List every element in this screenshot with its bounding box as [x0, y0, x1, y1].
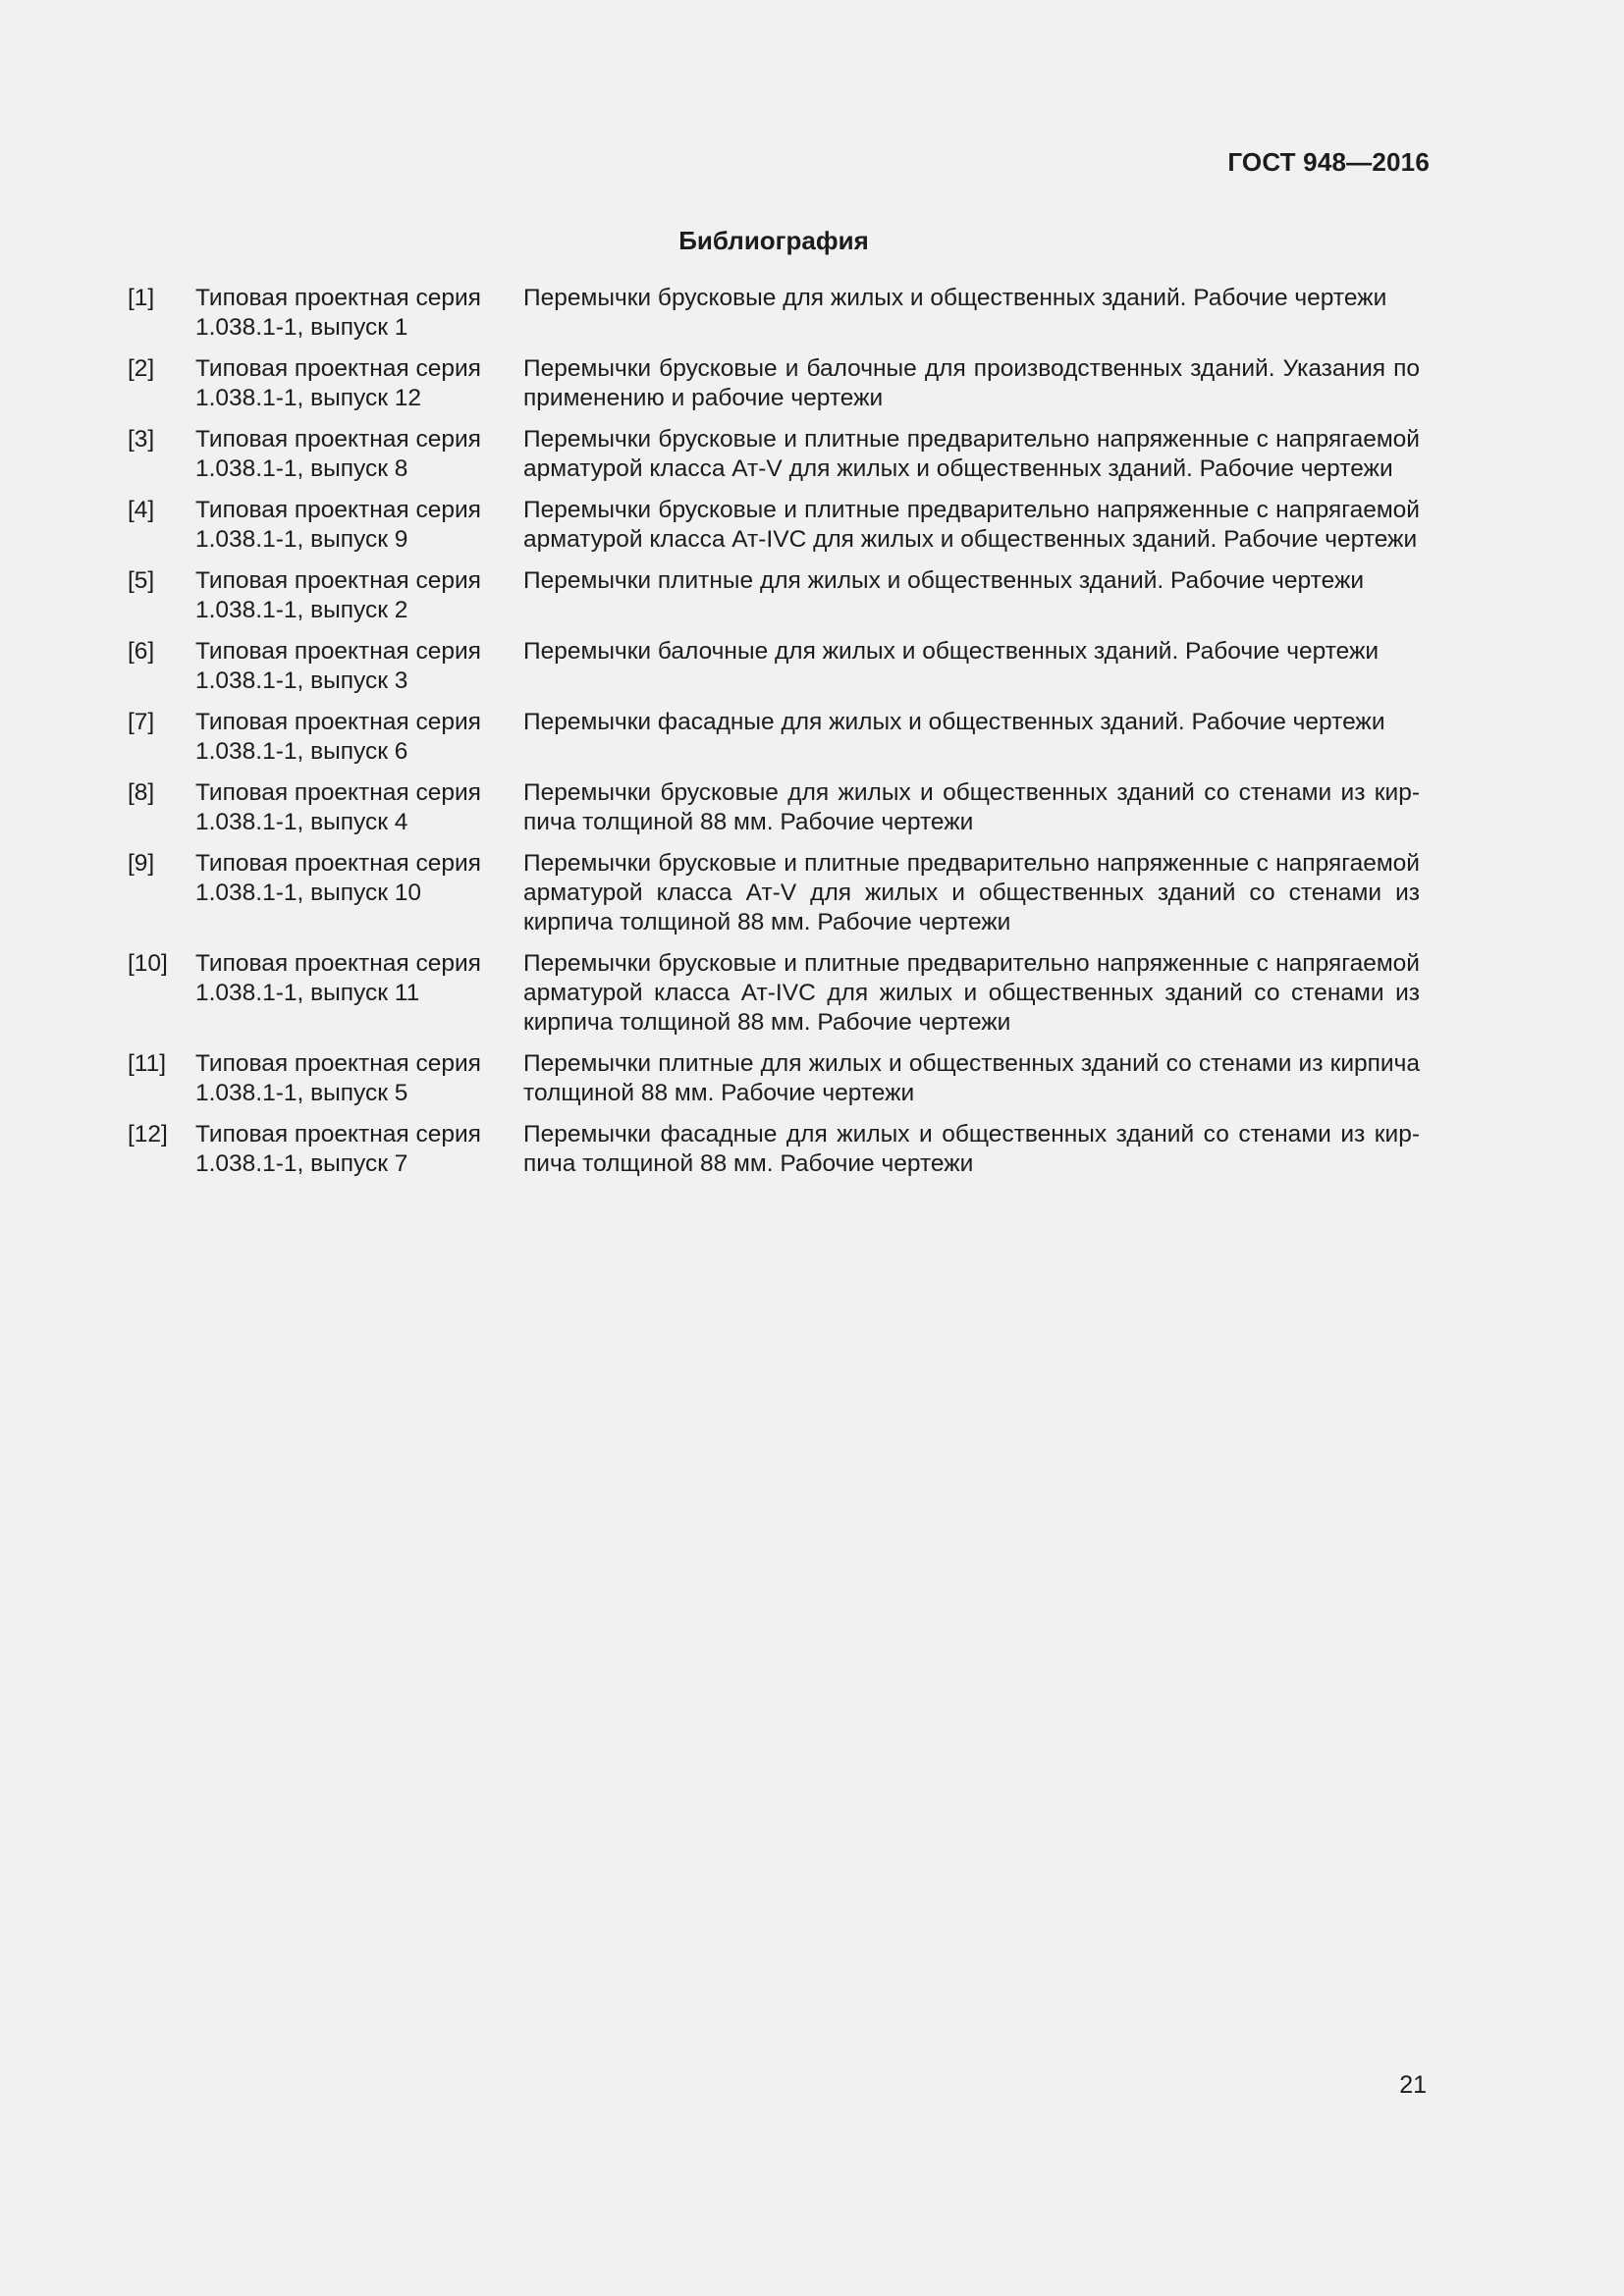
entry-series-line2: 1.038.1-1, выпуск 8	[195, 455, 408, 482]
entry-series-line2: 1.038.1-1, выпуск 9	[195, 526, 408, 553]
bibliography-entry-6	[128, 637, 1420, 696]
entry-description: Перемычки плитные для жилых и общественных зданий. Рабочие чертежи	[523, 567, 1365, 594]
entry-number: [7]	[128, 709, 155, 735]
entry-series-line2: 1.038.1-1, выпуск 7	[195, 1150, 408, 1177]
entry-number: [4]	[128, 497, 155, 523]
entry-number: [11]	[128, 1050, 167, 1077]
bibliography-entry-12	[128, 1120, 1420, 1179]
bibliography-entry-11	[128, 1049, 1420, 1108]
entry-description: Перемычки фасадные для жилых и общественных зданий. Рабочие чертежи	[523, 709, 1385, 735]
entry-series-line2: 1.038.1-1, выпуск 12	[195, 385, 422, 411]
entry-series-line2: 1.038.1-1, выпуск 10	[195, 880, 422, 906]
bibliography-entry-10	[128, 949, 1420, 1038]
entry-series-line1: Типовая проектная серия	[195, 950, 481, 977]
entry-number: [10]	[128, 950, 168, 977]
page-title: Библиография	[678, 226, 869, 255]
bibliography-entry-5	[128, 566, 1420, 625]
entry-series-line2: 1.038.1-1, выпуск 5	[195, 1080, 408, 1106]
entry-series-line2: 1.038.1-1, выпуск 1	[195, 314, 408, 341]
entry-description: Перемычки брусковые и балочные для производственных зданий. Указания по применению и рабочие чертежи	[523, 355, 1420, 411]
bibliography-entry-2	[128, 354, 1420, 413]
entry-series-line1: Типовая проектная серия	[195, 497, 481, 523]
entry-series-line2: 1.038.1-1, выпуск 2	[195, 597, 408, 623]
entry-number: [9]	[128, 850, 155, 877]
entry-series-line1: Типовая проектная серия	[195, 709, 481, 735]
bibliography-list	[128, 284, 1420, 1191]
entry-series	[195, 949, 523, 1008]
entry-series-line2: 1.038.1-1, выпуск 11	[195, 980, 420, 1006]
entry-description: Перемычки брусковые и плитные предварительно напряженные с напрягаемой арматурой класса Ат-V для жилых и общественных зданий. Рабочие чертежи	[523, 426, 1420, 482]
entry-series	[195, 849, 523, 908]
entry-series-line1: Типовая проектная серия	[195, 567, 481, 594]
entry-number: [6]	[128, 638, 155, 665]
bibliography-entry-1	[128, 284, 1420, 343]
entry-description: Перемычки брусковые и плитные предварительно напряженные с напрягаемой арматурой класса Ат-V для жилых и общественных зданий со стенами из кирпича толщиной 88 мм. Рабочие чертежи	[523, 850, 1420, 935]
entry-series	[195, 284, 523, 343]
entry-series-line1: Типовая проектная серия	[195, 1121, 481, 1148]
entry-number: [2]	[128, 355, 155, 382]
document-code: ГОСТ 948—2016	[1227, 147, 1430, 177]
entry-series-line1: Типовая проектная серия	[195, 285, 481, 311]
entry-series	[195, 566, 523, 625]
bibliography-entry-7	[128, 708, 1420, 767]
entry-description: Перемычки плитные для жилых и общественных зданий со стенами из кирпича толщиной 88 мм. Рабочие чертежи	[523, 1050, 1420, 1106]
entry-series-line2: 1.038.1-1, выпуск 6	[195, 738, 408, 765]
bibliography-entry-9	[128, 849, 1420, 937]
entry-number: [12]	[128, 1121, 168, 1148]
entry-series-line1: Типовая проектная серия	[195, 779, 481, 806]
entry-description: Перемычки брусковые и плитные предварительно напряженные с напрягаемой арматурой класса Ат-IVC для жилых и общественных зданий. Рабочие чертежи	[523, 497, 1420, 553]
entry-number: [5]	[128, 567, 155, 594]
bibliography-entry-8	[128, 778, 1420, 837]
entry-series	[195, 778, 523, 837]
entry-series	[195, 496, 523, 555]
entry-series	[195, 1120, 523, 1179]
entry-series-line1: Типовая проектная серия	[195, 355, 481, 382]
entry-series-line1: Типовая проектная серия	[195, 426, 481, 453]
entry-description: Перемычки брусковые для жилых и общественных зданий со стенами из кирпича толщиной 88 мм. Рабочие чертежи	[523, 779, 1420, 835]
bibliography-entry-3	[128, 425, 1420, 484]
entry-series	[195, 637, 523, 696]
page-number: 21	[1399, 2071, 1427, 2099]
entry-description: Перемычки брусковые для жилых и общественных зданий. Рабочие чертежи	[523, 285, 1387, 311]
entry-description: Перемычки брусковые и плитные предварительно напряженные с напрягаемой арматурой класса Ат-IVC для жилых и общественных зданий со стенами из кирпича толщиной 88 мм. Рабочие чертежи	[523, 950, 1420, 1036]
entry-series-line2: 1.038.1-1, выпуск 3	[195, 667, 408, 694]
entry-number: [1]	[128, 285, 155, 311]
entry-number: [3]	[128, 426, 155, 453]
entry-series	[195, 1049, 523, 1108]
entry-series	[195, 354, 523, 413]
entry-description: Перемычки фасадные для жилых и общественных зданий со стенами из кирпича толщиной 88 мм. Рабочие чертежи	[523, 1121, 1420, 1177]
entry-number: [8]	[128, 779, 155, 806]
entry-series-line1: Типовая проектная серия	[195, 850, 481, 877]
entry-series	[195, 425, 523, 484]
entry-series-line1: Типовая проектная серия	[195, 1050, 481, 1077]
entry-series	[195, 708, 523, 767]
entry-series-line2: 1.038.1-1, выпуск 4	[195, 809, 408, 835]
entry-series-line1: Типовая проектная серия	[195, 638, 481, 665]
bibliography-entry-4	[128, 496, 1420, 555]
entry-description: Перемычки балочные для жилых и общественных зданий. Рабочие чертежи	[523, 638, 1380, 665]
